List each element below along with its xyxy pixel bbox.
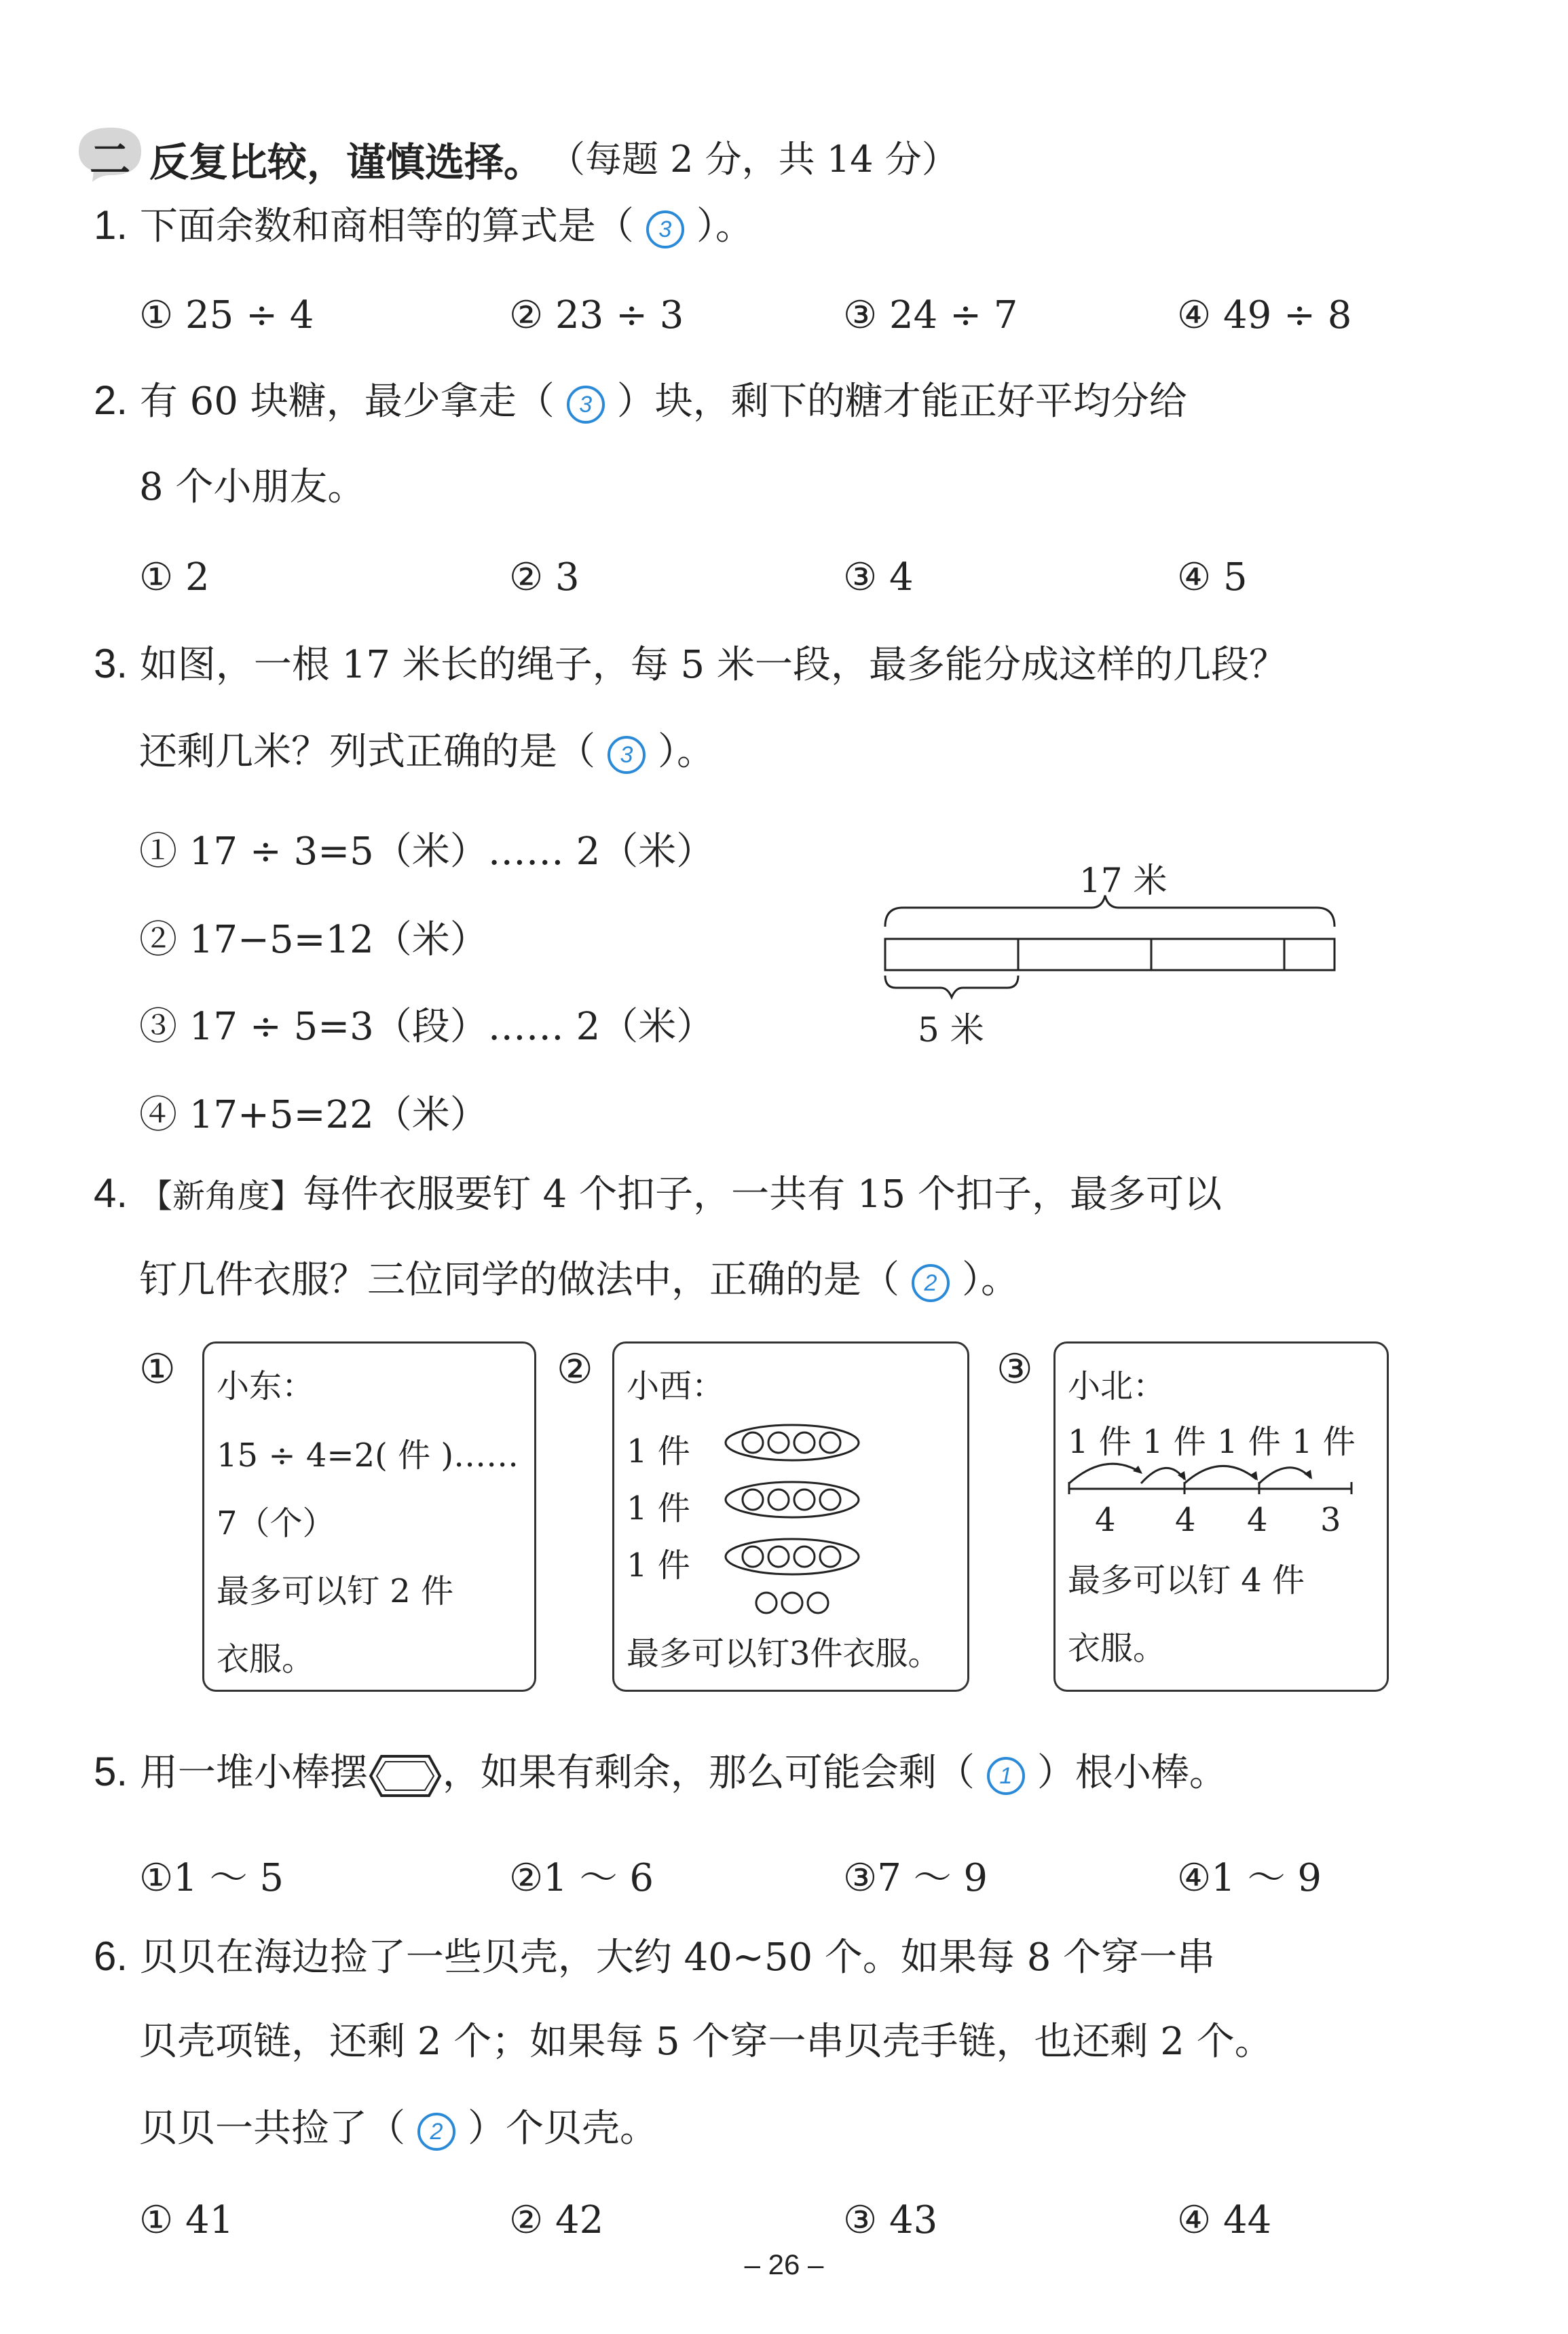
q3-stem-line2: 还剩几米？列式正确的是（ 3 ）。 bbox=[139, 730, 715, 774]
q4-stem-line2: 钉几件衣服？三位同学的做法中，正确的是（ 2 ）。 bbox=[139, 1258, 1019, 1302]
q2-answer: 3 bbox=[567, 386, 605, 424]
q6-stem-line3: 贝贝一共捡了（ 2 ）个贝壳。 bbox=[139, 2107, 658, 2151]
q6-option-3: ③ 43 bbox=[843, 2198, 938, 2242]
q5-option-2: ②1 ～ 6 bbox=[509, 1856, 654, 1900]
q4-box3: 小北： 1 件 1 件 1 件 1 件 4 4 4 3 最多可以钉 4 件 衣服。 bbox=[1053, 1341, 1389, 1692]
q6-option-2: ② 42 bbox=[509, 2198, 604, 2242]
q4-answer: 2 bbox=[912, 1264, 950, 1302]
section-number: 二 bbox=[90, 137, 130, 183]
q3-option-1: ① 17 ÷ 3=5（米）…… 2（米） bbox=[139, 830, 715, 874]
q4-box3-num-1: 4 bbox=[1095, 1501, 1116, 1539]
number-line-jumps bbox=[1065, 1445, 1377, 1500]
q3-option-4: ④ 17+5=22（米） bbox=[139, 1093, 488, 1137]
q4-box1: 小东： 15 ÷ 4=2( 件 )…… 7（个） 最多可以钉 2 件 衣服。 bbox=[202, 1341, 536, 1692]
q4-box2-marker: ② bbox=[557, 1346, 593, 1393]
q5-answer: 1 bbox=[987, 1757, 1025, 1795]
q6-option-4: ④ 44 bbox=[1177, 2198, 1272, 2242]
q3-option-2: ② 17−5=12（米） bbox=[139, 918, 488, 962]
q6-answer: 2 bbox=[417, 2113, 455, 2151]
q5-number: 5. bbox=[94, 1749, 128, 1794]
q1-number: 1. bbox=[94, 202, 128, 248]
q6-stem-line2: 贝壳项链，还剩 2 个；如果每 5 个穿一串贝壳手链，也还剩 2 个。 bbox=[139, 2020, 1273, 2064]
q6-number: 6. bbox=[94, 1933, 128, 1979]
page-number: – 26 – bbox=[744, 2248, 824, 2280]
q1-option-2: ② 23 ÷ 3 bbox=[509, 293, 684, 337]
q6-option-1: ① 41 bbox=[139, 2198, 234, 2242]
q4-tag: 【新角度】 bbox=[139, 1177, 303, 1215]
q3-stem: 3. 如图，一根 17 米长的绳子，每 5 米一段，最多能分成这样的几段？ bbox=[94, 641, 1287, 687]
q5-option-4: ④1 ～ 9 bbox=[1177, 1856, 1322, 1900]
q4-box3-marker: ③ bbox=[996, 1346, 1033, 1393]
q5-option-3: ③7 ～ 9 bbox=[843, 1856, 988, 1900]
q2-stem-line2: 8 个小朋友。 bbox=[139, 465, 366, 509]
q2-option-3: ③ 4 bbox=[843, 555, 914, 599]
q2-option-1: ① 2 bbox=[139, 555, 210, 599]
q3-number: 3. bbox=[94, 641, 128, 686]
q4-box3-num-3: 4 bbox=[1247, 1501, 1268, 1539]
q4-box2-row-1: 1 件 bbox=[627, 1432, 690, 1470]
q4-box3-item-1: 1 件 bbox=[1068, 1423, 1132, 1461]
buttons-grouping-icon bbox=[717, 1418, 867, 1642]
q4-box2-row-3: 1 件 bbox=[627, 1546, 690, 1585]
rope-diagram bbox=[876, 852, 1364, 1056]
q4-box3-item-3: 1 件 bbox=[1217, 1423, 1281, 1461]
q3-answer: 3 bbox=[608, 736, 646, 774]
q2-stem: 2. 有 60 块糖，最少拿走（ 3 ）块，剩下的糖才能正好平均分给 bbox=[94, 377, 1187, 424]
q3-option-3: ③ 17 ÷ 5=3（段）…… 2（米） bbox=[139, 1005, 715, 1049]
q4-box3-item-2: 1 件 bbox=[1142, 1423, 1206, 1461]
section-title: 反复比较，谨慎选择。 bbox=[149, 139, 544, 185]
hexagon-icon bbox=[368, 1752, 443, 1800]
q2-number: 2. bbox=[94, 377, 128, 423]
q5-option-1: ①1 ～ 5 bbox=[139, 1856, 284, 1900]
q1-option-4: ④ 49 ÷ 8 bbox=[1177, 293, 1352, 337]
rope-total-label: 17 米 bbox=[1079, 861, 1168, 900]
q1-option-3: ③ 24 ÷ 7 bbox=[843, 293, 1018, 337]
q1-option-1: ① 25 ÷ 4 bbox=[139, 293, 314, 337]
q4-box2: 小西： 1 件 1 件 1 件 最多可以钉3件衣服。 bbox=[612, 1341, 969, 1692]
q2-option-2: ② 3 bbox=[509, 555, 580, 599]
q4-stem: 4. 【新角度】每件衣服要钉 4 个扣子，一共有 15 个扣子，最多可以 bbox=[94, 1170, 1222, 1217]
q2-option-4: ④ 5 bbox=[1177, 555, 1248, 599]
rope-segment-label: 5 米 bbox=[918, 1010, 984, 1050]
q1-answer: 3 bbox=[646, 210, 684, 248]
q4-number: 4. bbox=[94, 1170, 128, 1216]
q4-box2-row-2: 1 件 bbox=[627, 1489, 690, 1527]
q5-stem: 5. 用一堆小棒摆 ，如果有剩余，那么可能会剩（ 1 ）根小棒。 bbox=[94, 1752, 1227, 1800]
q4-box1-marker: ① bbox=[139, 1346, 176, 1393]
q4-box3-item-4: 1 件 bbox=[1292, 1423, 1356, 1461]
q1-stem: 1. 下面余数和商相等的算式是（ 3 ）。 bbox=[94, 202, 753, 248]
q4-box3-num-4: 3 bbox=[1320, 1501, 1341, 1539]
section-note: （每题 2 分，共 14 分） bbox=[548, 138, 958, 181]
q4-box3-num-2: 4 bbox=[1175, 1501, 1196, 1539]
q6-stem: 6. 贝贝在海边捡了一些贝壳，大约 40~50 个。如果每 8 个穿一串 bbox=[94, 1933, 1216, 1980]
